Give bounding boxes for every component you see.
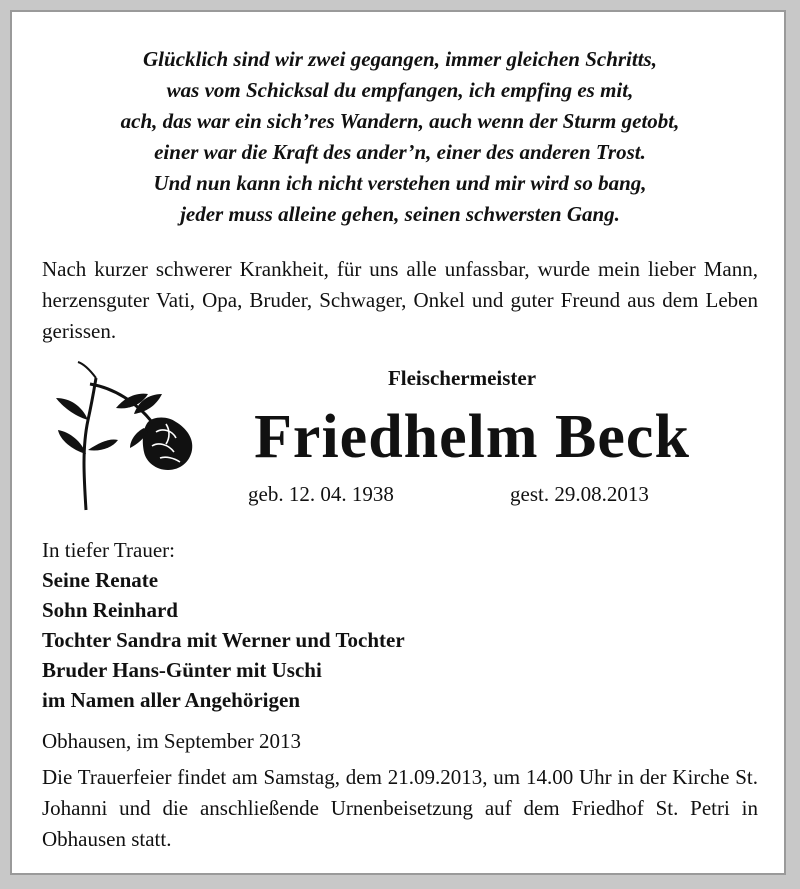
funeral-info: Die Trauerfeier findet am Samstag, dem 21.09.2013, um 14.00 Uhr in der Kirche St. Johanni und die anschließende Urnenbeisetzung auf dem Friedhof St. Petri in Obhausen statt. [42, 765, 758, 851]
death-date: gest. 29.08.2013 [510, 482, 649, 506]
poem-line: Glücklich sind wir zwei gegangen, immer gleichen Schritts, [143, 47, 657, 71]
mourner: Tochter Sandra mit Werner und Tochter [42, 628, 405, 652]
obituary-notice [10, 10, 786, 875]
mourner: Sohn Reinhard [42, 598, 178, 622]
mourner: Seine Renate [42, 568, 159, 592]
birth-date: geb. 12. 04. 1938 [248, 482, 394, 506]
poem-line: jeder muss alleine gehen, seinen schwersten Gang. [180, 202, 620, 226]
poem-line: Und nun kann ich nicht verstehen und mir wird so bang, [153, 171, 647, 195]
mourners-heading: In tiefer Trauer: [42, 538, 175, 562]
intro-text: Nach kurzer schwerer Krankheit, für uns alle unfassbar, wurde mein lieber Mann, herzensguter Vati, Opa, Bruder, Schwager, Onkel und guter Freund aus dem Leben gerissen. [42, 257, 758, 343]
rose-icon [44, 358, 204, 518]
place-date: Obhausen, im September 2013 [42, 729, 301, 753]
deceased-name: Friedhelm Beck [254, 403, 690, 471]
poem [12, 44, 788, 230]
poem-line: was vom Schicksal du empfangen, ich empfing es mit, [166, 78, 634, 102]
deceased-profession: Fleischermeister [387, 366, 537, 390]
poem-line: einer war die Kraft des ander’n, einer des anderen Trost. [154, 140, 646, 164]
mourner: Bruder Hans-Günter mit Uschi [42, 658, 322, 682]
poem-line: ach, das war ein sich’res Wandern, auch wenn der Sturm getobt, [120, 109, 680, 133]
mourners-list [42, 535, 405, 715]
mourner: im Namen aller Angehörigen [42, 688, 301, 712]
